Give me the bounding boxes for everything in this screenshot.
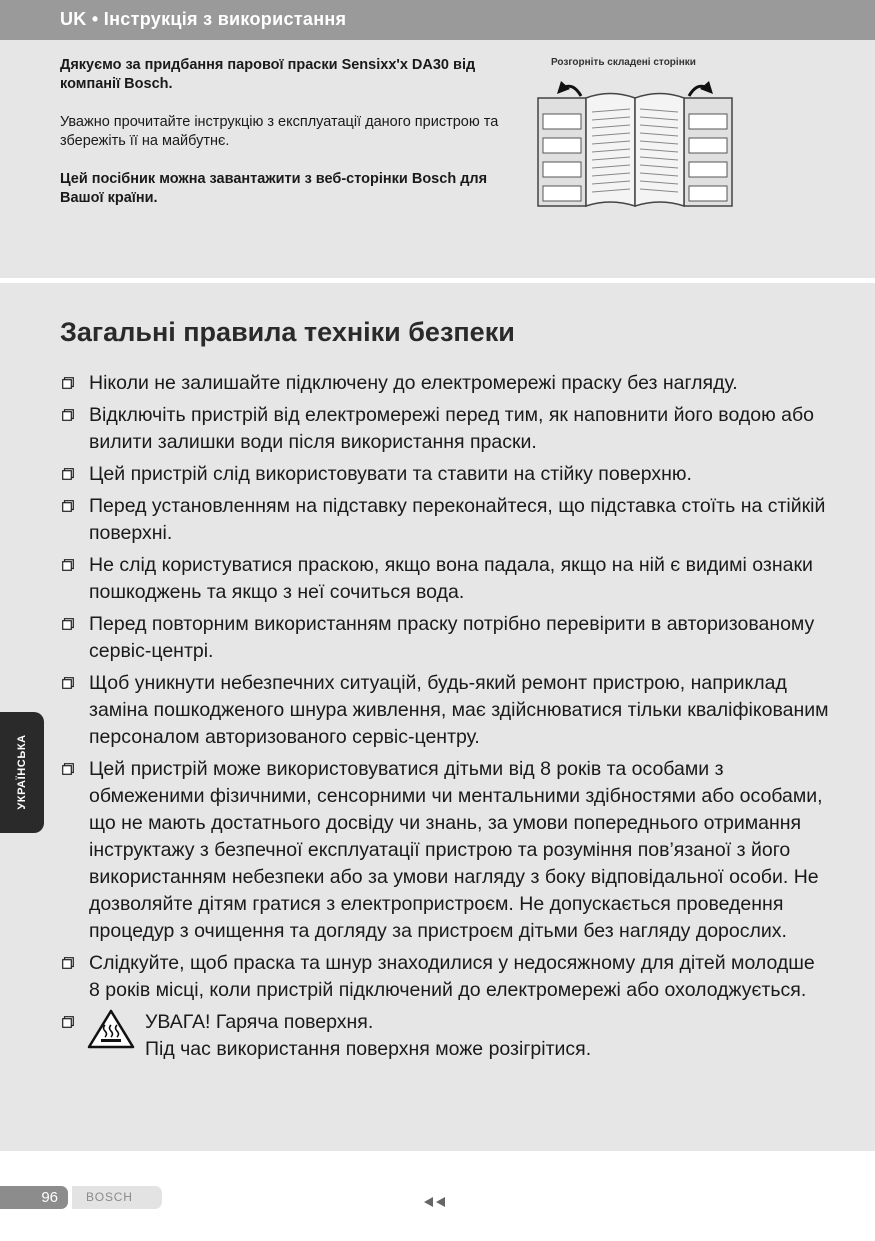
- checkbox-bullet-icon: [62, 559, 74, 571]
- folded-pages-icon: [537, 78, 733, 212]
- list-item: [60, 950, 830, 1004]
- rule-text: Перед повторним використанням праску потрібно перевірити в авторизованому сервіс-центрі.: [89, 613, 815, 662]
- double-left-arrow-icon: [423, 1196, 447, 1208]
- list-item: [60, 670, 830, 751]
- fold-caption: Розгорніть складені сторінки: [551, 57, 696, 68]
- list-item: [60, 552, 830, 606]
- intro-text: [60, 56, 500, 227]
- checkbox-bullet-icon: [62, 618, 74, 630]
- checkbox-bullet-icon: [62, 377, 74, 389]
- language-label: УКРАЇНСЬКА: [16, 734, 28, 810]
- list-item: [60, 493, 830, 547]
- download-text: Цей посібник можна завантажити з веб-сторінки Bosch для Вашої країни.: [60, 171, 488, 206]
- page-header: [0, 0, 875, 40]
- checkbox-bullet-icon: [62, 500, 74, 512]
- safety-section: [0, 283, 875, 1151]
- rule-text: Не слід користуватися праскою, якщо вона падала, якщо на ній є видимі ознаки пошкоджень та якщо з неї сочиться вода.: [89, 554, 813, 603]
- safety-title: Загальні правила техніки безпеки: [60, 317, 515, 347]
- checkbox-bullet-icon: [62, 957, 74, 969]
- list-item: [60, 611, 830, 665]
- checkbox-bullet-icon: [62, 677, 74, 689]
- list-item: [60, 370, 830, 397]
- checkbox-bullet-icon: [62, 763, 74, 775]
- intro-section: [0, 40, 875, 278]
- rule-text: Відключіть пристрій від електромережі перед тим, як наповнити його водою або вилити залишки води після використання праски.: [89, 404, 814, 453]
- language-tab: [0, 712, 44, 833]
- list-item: [60, 461, 830, 488]
- rule-text: Ніколи не залишайте підключену до електромережі праску без нагляду.: [89, 372, 738, 394]
- rule-text: Слідкуйте, щоб праска та шнур знаходилися у недосяжному для дітей молодше 8 років місці, коли пристрій підключений до електромережі або охолоджується.: [89, 952, 815, 1001]
- checkbox-bullet-icon: [62, 1016, 74, 1028]
- list-item: [60, 402, 830, 456]
- header-title: UK • Інструкція з використання: [60, 9, 347, 29]
- rule-text: Цей пристрій може використовуватися дітьми від 8 років та особами з обмеженими фізичними, сенсорними чи ментальними здібностями або особами, що не мають достатнього досвіду чи знань, за умови попереднього отримання інструктажу з безпечної експлуатації пристрою та розуміння пов’язаної з його використанням небезпеки або за умови нагляду з боку відповідальної особи. Не дозволяйте дітям гратися з електропристроєм. Не допускається проведення процедур з очищення та догляду за пристроєм дітьми без нагляду дорослих.: [89, 758, 823, 942]
- warning-title: УВАГА! Гаряча поверхня.: [145, 1011, 374, 1033]
- warning-item: [60, 1009, 830, 1063]
- warning-text: [89, 1009, 830, 1063]
- list-item: [60, 756, 830, 945]
- page-number: 96: [0, 1186, 68, 1209]
- rule-text: Щоб уникнути небезпечних ситуацій, будь-який ремонт пристрою, наприклад заміна пошкодженого шнура живлення, має здійснюватися тільки кваліфікованим персоналом авторизованого сервіс-центру.: [89, 672, 829, 748]
- brand-label: BOSCH: [72, 1186, 162, 1209]
- thanks-text: Дякуємо за придбання парової праски Sensixx'x DA30 від компанії Bosch.: [60, 57, 476, 92]
- warning-description: Під час використання поверхня може розігрітися.: [145, 1038, 592, 1060]
- checkbox-bullet-icon: [62, 409, 74, 421]
- safety-rules-list: [60, 370, 830, 1068]
- hot-surface-warning-icon: [87, 1008, 135, 1050]
- checkbox-bullet-icon: [62, 468, 74, 480]
- rule-text: Перед установленням на підставку переконайтеся, що підставка стоїть на стійкій поверхні.: [89, 495, 826, 544]
- rule-text: Цей пристрій слід використовувати та ставити на стійку поверхню.: [89, 463, 692, 485]
- read-instructions-text: Уважно прочитайте інструкцію з експлуатації даного пристрою та збережіть її на майбутнє.: [60, 114, 499, 149]
